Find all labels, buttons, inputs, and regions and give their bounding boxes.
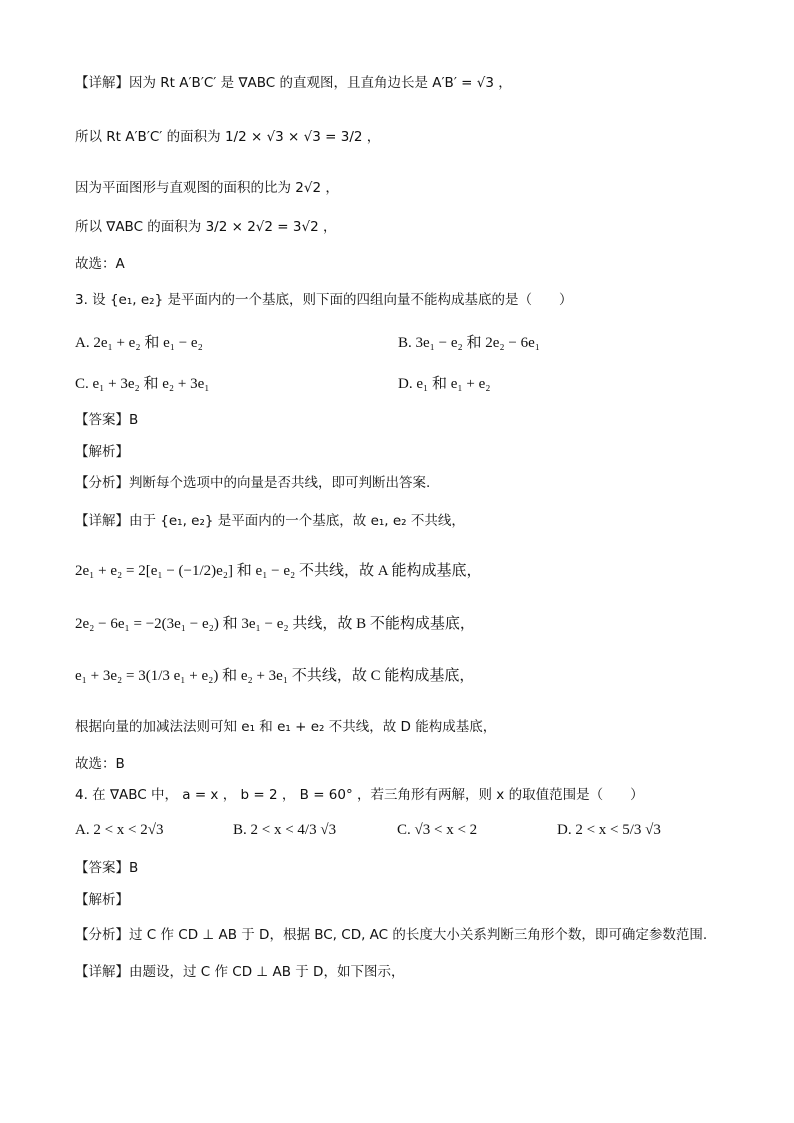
q4-option-b: B. 2 < x < 4/3 √3 xyxy=(233,822,337,838)
q3-option-c: C. e₁ + 3e₂ 和 e₂ + 3e₁ xyxy=(75,376,210,392)
answer-label: 【答案】B xyxy=(75,860,139,876)
area-ratio-line: 因为平面图形与直观图的面积的比为 2√2 ， xyxy=(75,180,339,196)
question-4-stem: 4. 在 ∇ABC 中， a = x ， b = 2 ， B = 60° ，若三角形有两解，则 x 的取值范围是（ ） xyxy=(75,787,644,803)
derivation-c: e₁ + 3e₂ = 3(1/3 e₁ + e₂) 和 e₂ + 3e₁ 不共线，故 C 能构成基底， xyxy=(75,668,475,684)
choice-line: 故选：A xyxy=(75,256,125,272)
answer-label: 【答案】B xyxy=(75,412,139,428)
solution-detail-line: 【详解】因为 Rt A′B′C′ 是 ∇ABC 的直观图，且直角边长是 A′B′ = √3 ， xyxy=(75,75,512,91)
q4-option-a: A. 2 < x < 2√3 xyxy=(75,822,164,838)
question-3-stem: 3. 设 {e₁, e₂} 是平面内的一个基底，则下面的四组向量不能构成基底的是（ ） xyxy=(75,292,573,308)
q3-option-a: A. 2e₁ + e₂ 和 e₁ − e₂ xyxy=(75,335,203,351)
detail-line: 【详解】由题设，过 C 作 CD ⊥ AB 于 D，如下图示， xyxy=(75,964,405,980)
analysis-label: 【解析】 xyxy=(75,444,129,460)
choice-line: 故选：B xyxy=(75,756,125,772)
analysis-line: 【分析】过 C 作 CD ⊥ AB 于 D，根据 BC, CD, AC 的长度大小关系判断三角形个数，即可确定参数范围. xyxy=(75,927,708,943)
derivation-b: 2e₂ − 6e₁ = −2(3e₁ − e₂) 和 3e₁ − e₂ 共线，故 B 不能构成基底， xyxy=(75,616,475,632)
analysis-label: 【解析】 xyxy=(75,892,129,908)
q4-option-c: C. √3 < x < 2 xyxy=(397,822,478,838)
q3-option-b: B. 3e₁ − e₂ 和 2e₂ − 6e₁ xyxy=(398,335,540,351)
derivation-d: 根据向量的加减法法则可知 e₁ 和 e₁ + e₂ 不共线，故 D 能构成基底， xyxy=(75,719,497,735)
triangle-area-line: 所以 ∇ABC 的面积为 3/2 × 2√2 = 3√2 ， xyxy=(75,219,337,235)
area-calculation-line: 所以 Rt A′B′C′ 的面积为 1/2 × √3 × √3 = 3/2 ， xyxy=(75,129,381,145)
derivation-a: 2e₁ + e₂ = 2[e₁ − (−1/2)e₂] 和 e₁ − e₂ 不共线，故 A 能构成基底， xyxy=(75,563,482,579)
analysis-line: 【分析】判断每个选项中的向量是否共线，即可判断出答案. xyxy=(75,475,431,491)
q4-option-d: D. 2 < x < 5/3 √3 xyxy=(557,822,661,838)
q3-option-d: D. e₁ 和 e₁ + e₂ xyxy=(398,376,491,392)
detail-line: 【详解】由于 {e₁, e₂} 是平面内的一个基底，故 e₁, e₂ 不共线， xyxy=(75,513,465,529)
